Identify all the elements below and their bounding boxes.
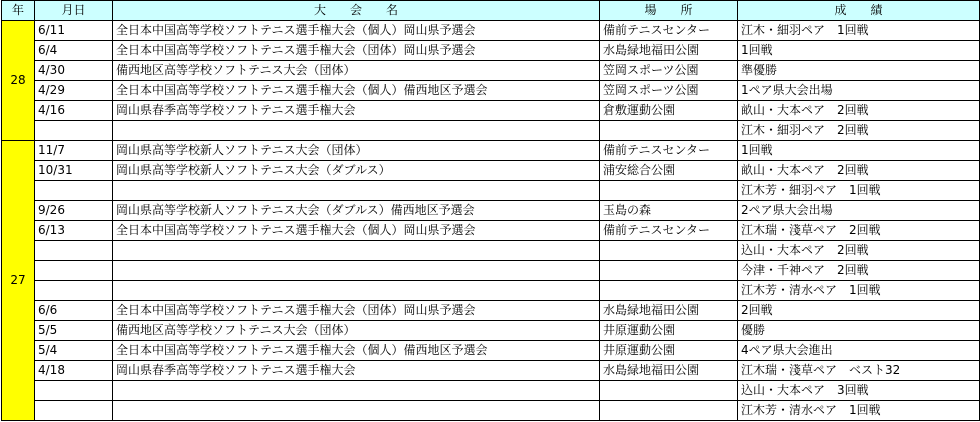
venue-cell: 笠岡スポーツ公園	[600, 81, 738, 101]
table-row	[2, 41, 980, 61]
date-cell	[35, 281, 113, 301]
venue-cell: 浦安総合公園	[600, 161, 738, 181]
result-cell: 今津・千神ペア 2回戦	[738, 261, 980, 281]
result-cell: 江木芳・清水ペア 1回戦	[738, 281, 980, 301]
venue-cell: 備前テニスセンター	[600, 21, 738, 41]
result-cell: 江木・細羽ペア 2回戦	[738, 121, 980, 141]
date-cell	[35, 261, 113, 281]
table-row	[2, 221, 980, 241]
result-cell: 江木・細羽ペア 1回戦	[738, 21, 980, 41]
table-row	[2, 181, 980, 201]
venue-cell	[600, 281, 738, 301]
date-cell: 4/30	[35, 61, 113, 81]
result-cell: 1ペア県大会出場	[738, 81, 980, 101]
results-table	[1, 0, 980, 421]
table-row	[2, 241, 980, 261]
tournament-cell: 全日本中国高等学校ソフトテニス選手権大会（個人）岡山県予選会	[113, 21, 600, 41]
venue-cell: 倉敷運動公園	[600, 101, 738, 121]
result-cell: 1回戦	[738, 141, 980, 161]
venue-cell	[600, 181, 738, 201]
date-cell: 4/16	[35, 101, 113, 121]
result-cell: 江木芳・清水ペア 1回戦	[738, 401, 980, 421]
result-cell: 2回戦	[738, 301, 980, 321]
header-row	[2, 1, 980, 21]
date-cell: 6/6	[35, 301, 113, 321]
date-cell: 10/31	[35, 161, 113, 181]
date-cell	[35, 401, 113, 421]
venue-cell	[600, 261, 738, 281]
venue-cell: 井原運動公園	[600, 341, 738, 361]
header-venue: 場 所	[600, 1, 738, 21]
result-cell: 1回戦	[738, 41, 980, 61]
venue-cell	[600, 381, 738, 401]
table-row	[2, 61, 980, 81]
tournament-cell	[113, 281, 600, 301]
result-cell: 江木瑞・淺草ペア ベスト32	[738, 361, 980, 381]
date-cell: 9/26	[35, 201, 113, 221]
table-row	[2, 81, 980, 101]
result-cell: 畝山・大本ペア 2回戦	[738, 161, 980, 181]
date-cell	[35, 241, 113, 261]
tournament-cell: 全日本中国高等学校ソフトテニス選手権大会（個人）備西地区予選会	[113, 81, 600, 101]
venue-cell	[600, 401, 738, 421]
venue-cell	[600, 121, 738, 141]
tournament-cell: 備西地区高等学校ソフトテニス大会（団体）	[113, 61, 600, 81]
year-cell: 28	[2, 21, 35, 141]
tournament-cell	[113, 241, 600, 261]
tournament-cell: 全日本中国高等学校ソフトテニス選手権大会（個人）岡山県予選会	[113, 221, 600, 241]
venue-cell: 水島緑地福田公園	[600, 301, 738, 321]
header-date: 月日	[35, 1, 113, 21]
result-cell: 優勝	[738, 321, 980, 341]
venue-cell: 備前テニスセンター	[600, 141, 738, 161]
header-year: 年	[2, 1, 35, 21]
table-row	[2, 201, 980, 221]
tournament-cell	[113, 121, 600, 141]
table-row	[2, 401, 980, 421]
tournament-cell	[113, 181, 600, 201]
table-row	[2, 381, 980, 401]
table-row	[2, 21, 980, 41]
venue-cell: 笠岡スポーツ公園	[600, 61, 738, 81]
header-result: 成 績	[738, 1, 980, 21]
tournament-cell: 岡山県春季高等学校ソフトテニス選手権大会	[113, 101, 600, 121]
header-tournament: 大 会 名	[113, 1, 600, 21]
year-cell: 27	[2, 141, 35, 421]
date-cell: 5/4	[35, 341, 113, 361]
date-cell	[35, 181, 113, 201]
tournament-cell	[113, 381, 600, 401]
table-row	[2, 281, 980, 301]
result-cell: 込山・大本ペア 3回戦	[738, 381, 980, 401]
venue-cell: 玉島の森	[600, 201, 738, 221]
table-row	[2, 341, 980, 361]
result-cell: 2ペア県大会出場	[738, 201, 980, 221]
date-cell: 5/5	[35, 321, 113, 341]
date-cell: 11/7	[35, 141, 113, 161]
table-row	[2, 301, 980, 321]
result-cell: 江木芳・細羽ペア 1回戦	[738, 181, 980, 201]
venue-cell: 水島緑地福田公園	[600, 361, 738, 381]
tournament-cell: 岡山県高等学校新人ソフトテニス大会（ダブルス）備西地区予選会	[113, 201, 600, 221]
venue-cell: 井原運動公園	[600, 321, 738, 341]
result-cell: 江木瑞・淺草ペア 2回戦	[738, 221, 980, 241]
table-row	[2, 141, 980, 161]
date-cell	[35, 381, 113, 401]
date-cell: 6/13	[35, 221, 113, 241]
table-row	[2, 261, 980, 281]
tournament-cell: 岡山県高等学校新人ソフトテニス大会（団体）	[113, 141, 600, 161]
venue-cell: 備前テニスセンター	[600, 221, 738, 241]
table-row	[2, 121, 980, 141]
result-cell: 準優勝	[738, 61, 980, 81]
date-cell: 4/18	[35, 361, 113, 381]
date-cell	[35, 121, 113, 141]
tournament-cell	[113, 261, 600, 281]
venue-cell: 水島緑地福田公園	[600, 41, 738, 61]
tournament-cell: 全日本中国高等学校ソフトテニス選手権大会（個人）備西地区予選会	[113, 341, 600, 361]
date-cell: 6/4	[35, 41, 113, 61]
result-cell: 4ペア県大会進出	[738, 341, 980, 361]
tournament-cell: 岡山県春季高等学校ソフトテニス選手権大会	[113, 361, 600, 381]
tournament-cell: 備西地区高等学校ソフトテニス大会（団体）	[113, 321, 600, 341]
date-cell: 4/29	[35, 81, 113, 101]
tournament-cell	[113, 401, 600, 421]
table-row	[2, 101, 980, 121]
table-row	[2, 321, 980, 341]
result-cell: 込山・大本ペア 2回戦	[738, 241, 980, 261]
tournament-cell: 全日本中国高等学校ソフトテニス選手権大会（団体）岡山県予選会	[113, 301, 600, 321]
tournament-cell: 岡山県高等学校新人ソフトテニス大会（ダブルス）	[113, 161, 600, 181]
table-row	[2, 361, 980, 381]
venue-cell	[600, 241, 738, 261]
table-row	[2, 161, 980, 181]
tournament-cell: 全日本中国高等学校ソフトテニス選手権大会（団体）岡山県予選会	[113, 41, 600, 61]
result-cell: 畝山・大本ペア 2回戦	[738, 101, 980, 121]
table-body	[2, 21, 980, 421]
date-cell: 6/11	[35, 21, 113, 41]
